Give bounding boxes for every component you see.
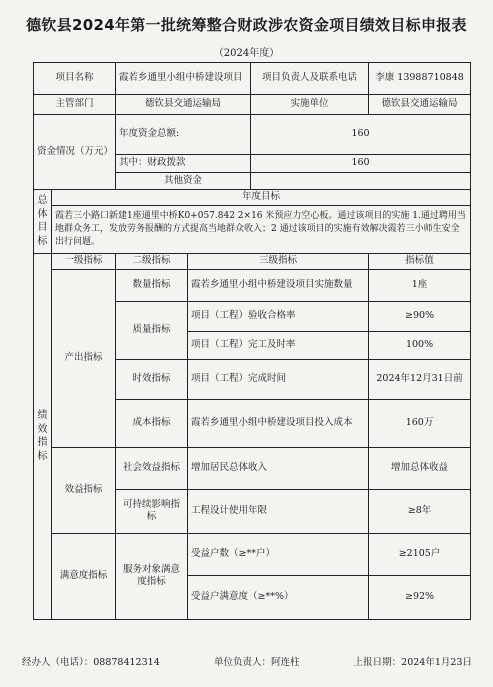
time-indicator-label: 时效指标	[116, 359, 188, 399]
effect-indicator-label: 效益指标	[52, 447, 116, 533]
col-value: 指标值	[369, 253, 471, 269]
service-item-1: 受益户数（≥**户）	[188, 533, 369, 575]
funds-label: 资金情况（万元）	[34, 115, 116, 190]
handler-contact: 经办人（电话）：08878412314	[22, 657, 160, 668]
finance-funds-value: 160	[251, 155, 471, 173]
service-value-1: ≥2105户	[369, 533, 471, 575]
col-level1: 一级指标	[52, 253, 116, 269]
cost-indicator-label: 成本指标	[116, 399, 188, 447]
quality-value-2: 100%	[369, 331, 471, 359]
time-value: 2024年12月31日前	[369, 359, 471, 399]
service-satisfaction-label: 服务对象满意度指标	[116, 533, 188, 619]
cost-value: 160万	[369, 399, 471, 447]
project-name-label: 项目名称	[34, 63, 116, 95]
quality-value-1: ≥90%	[369, 301, 471, 331]
service-item-2: 受益户满意度（≥**%）	[188, 575, 369, 619]
service-value-2: ≥92%	[369, 575, 471, 619]
sustain-indicator-label: 可持续影响指标	[116, 489, 188, 533]
sustain-item: 工程设计使用年限	[188, 489, 369, 533]
quantity-indicator-label: 数量指标	[116, 269, 188, 301]
contact-label: 项目负责人及联系电话	[251, 63, 369, 95]
performance-indicators-side-label: 绩效指标	[34, 253, 52, 619]
satisfaction-indicator-label: 满意度指标	[52, 533, 116, 619]
col-level3: 三级指标	[188, 253, 369, 269]
unit-leader: 单位负责人：阿连柱	[213, 657, 300, 668]
cost-item: 霞若乡通里小组中桥建设项目投入成本	[188, 399, 369, 447]
output-indicator-label: 产出指标	[52, 269, 116, 447]
social-item: 增加居民总体收入	[188, 447, 369, 489]
annual-goal-header: 年度目标	[52, 190, 471, 206]
report-date: 上报日期：2024年1月23日	[353, 657, 472, 668]
quality-item-1: 项目（工程）验收合格率	[188, 301, 369, 331]
social-value: 增加总体收益	[369, 447, 471, 489]
annual-funds-value: 160	[251, 115, 471, 155]
dept-label: 主管部门	[34, 95, 116, 115]
report-year: （2024年度）	[213, 48, 280, 59]
finance-funds-label: 其中：财政拨款	[116, 155, 251, 173]
impl-label: 实施单位	[251, 95, 369, 115]
sustain-value: ≥8年	[369, 489, 471, 533]
quantity-item: 霞若乡通里小组中桥建设项目实施数量	[188, 269, 369, 301]
social-indicator-label: 社会效益指标	[116, 447, 188, 489]
document-title: 德钦县2024年第一批统筹整合财政涉农资金项目绩效目标申报表	[26, 16, 467, 34]
overall-goal-side-label: 总体目标	[34, 190, 52, 254]
quality-item-2: 项目（工程）完工及时率	[188, 331, 369, 359]
impl-value: 德钦县交通运输局	[369, 95, 471, 115]
other-funds-value	[251, 173, 471, 190]
project-name-value: 霞若乡通里小组中桥建设项目	[116, 63, 251, 95]
time-item: 项目（工程）完成时间	[188, 359, 369, 399]
annual-goal-text: 霞若三小路口新建1座通里中桥K0+057.842 2×16 米预应力空心板。通过该项目的实施 1.通过聘用当地群众务工，发放劳务报酬的方式提高当地群众收入；2 通过该项目的实施有效解决霞若三小师生安全出行问题。	[52, 205, 471, 253]
annual-funds-label: 年度资金总额:	[116, 115, 251, 155]
contact-value: 李康 13988710848	[369, 63, 471, 95]
quality-indicator-label: 质量指标	[116, 301, 188, 359]
dept-value: 德钦县交通运输局	[116, 95, 251, 115]
quantity-value: 1座	[369, 269, 471, 301]
other-funds-label: 其他资金	[116, 173, 251, 190]
col-level2: 二级指标	[116, 253, 188, 269]
performance-target-table	[33, 62, 471, 620]
signature-footer	[22, 654, 472, 668]
